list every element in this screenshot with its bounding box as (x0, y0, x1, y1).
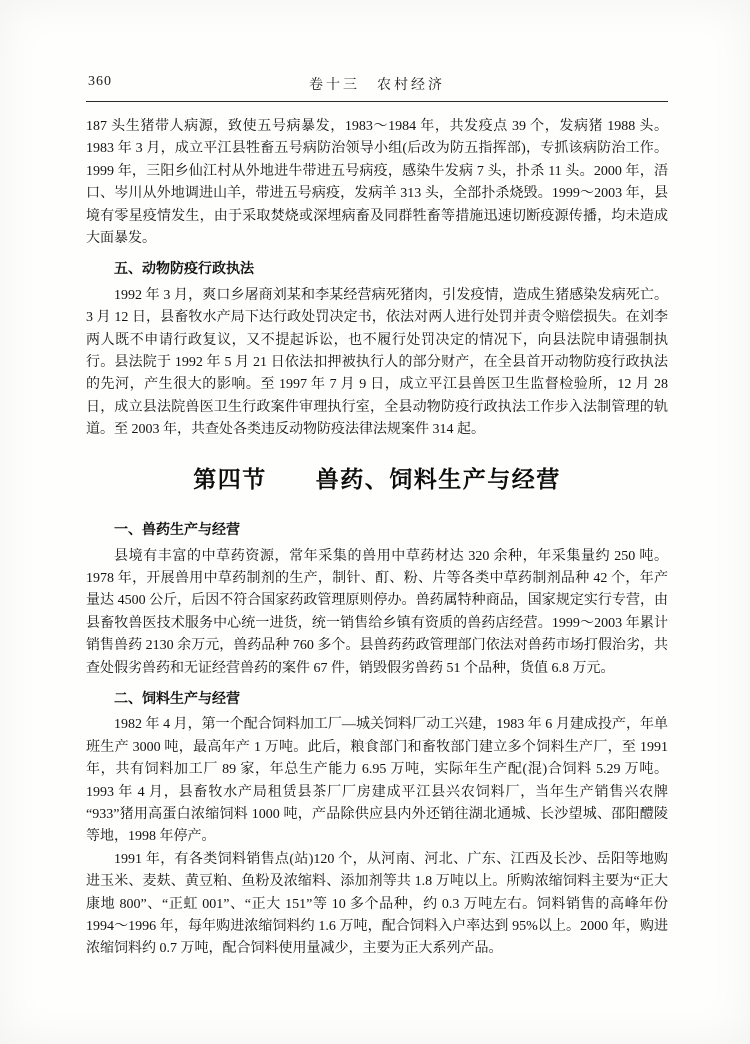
page-body (86, 116, 668, 961)
heading-veterinary-drug-business: 一、兽药生产与经营 (114, 521, 240, 538)
heading-feed-business: 二、饲料生产与经营 (114, 689, 240, 706)
section-title: 第四节 兽药、饲料生产与经营 (193, 465, 561, 492)
paragraph-veterinary-drug: 县境有丰富的中草药资源，常年采集的兽用中草药材达 320 余种，年采集量约 250 吨。1978 年，开展兽用中草药制剂的生产，制针、酊、粉、片等各类中草药制剂品种 42 个，年产量达 4500 公斤，后因不符合国家药政管理原则停办。兽药属特种商品，国家规定实行专营，由县畜牧兽医技术服务中心统一进货，统一销售给乡镇有资质的兽药店经营。1999～2003 年累计销售兽药 2130 余万元，兽药品种 760 多个。县兽药药政管理部门依法对兽药市场打假治劣，共查处假劣兽药和无证经营兽药的案件 67 件，销毁假劣兽药 51 个品种，货值 6.8 万元。 (86, 548, 668, 676)
paragraph-epidemic-continuation: 187 头生猪带人病源，致使五号病暴发，1983～1984 年，共发疫点 39 个，发病猪 1988 头。1983 年 3 月，成立平江县牲畜五号病防治领导小组(后改为防五指挥部)，专抓该病防治工作。1999 年，三阳乡仙江村从外地进牛带进五号病疫，感染牛发病 7 头，扑杀 11 头。2000 年，浯口、岑川从外地调进山羊，带进五号病疫，发病羊 313 头，全部扑杀烧毁。1999～2003 年，县境有零星疫情发生，由于采取焚烧或深埋病畜及同群牲畜等措施迅速切断疫源传播，均未造成大面暴发。 (86, 119, 668, 247)
page-number: 360 (88, 74, 112, 89)
volume-title: 卷十三 农村经济 (309, 78, 445, 93)
paragraph-enforcement: 1992 年 3 月，爽口乡屠商刘某和李某经营病死猪肉，引发疫情，造成生猪感染发病死亡。3 月 12 日，县畜牧水产局下达行政处罚决定书，依法对两人进行处罚并责令赔偿损失。在刘李两人既不申请行政复议，又不提起诉讼，也不履行处罚决定的情况下，向县法院申请强制执行。县法院于 1992 年 5 月 21 日依法扣押被执行人的部分财产，在全县首开动物防疫行政执法的先河，产生很大的影响。至 1997 年 7 月 9 日，成立平江县兽医卫生监督检验所，12 月 28 日，成立县法院兽医卫生行政案件审理执行室，全县动物防疫行政执法工作步入法制管理的轨道。至 2003 年，共查处各类违反动物防疫法律法规案件 314 起。 (86, 287, 668, 438)
header-rule (86, 101, 668, 102)
page-header (86, 74, 668, 96)
heading-animal-epidemic-enforcement: 五、动物防疫行政执法 (114, 260, 254, 277)
paragraph-feed-sales: 1991 年，有各类饲料销售点(站)120 个，从河南、河北、广东、江西及长沙、岳阳等地购进玉米、麦麸、黄豆粕、鱼粉及浓缩料、添加剂等共 1.8 万吨以上。所购浓缩饲料主要为“正大康地 800”、“正虹 001”、“正大 151”等 10 多个品种，约 0.3 万吨左右。饲料销售的高峰年份 1994～1996 年，每年购进浓缩饲料约 1.6 万吨，配合饲料入户率达到 95%以上。2000 年，购进浓缩饲料约 0.7 万吨，配合饲料使用量减少，主要为正大系列产品。 (86, 851, 668, 957)
paragraph-feed-production: 1982 年 4 月，第一个配合饲料加工厂—城关饲料厂动工兴建，1983 年 6 月建成投产，年单班生产 3000 吨，最高年产 1 万吨。此后，粮食部门和畜牧部门建立多个饲料生产厂，至 1991 年，共有饲料加工厂 89 家，年总生产能力 6.95 万吨，实际年生产配(混)合饲料 5.29 万吨。1993 年 4 月，县畜牧水产局租赁县茶厂厂房建成平江县兴农饲料厂，当年生产销售兴农牌“933”猪用高蛋白浓缩饲料 1000 吨，产品除供应县内外还销往湖北通城、长沙望城、邵阳醴陵等地，1998 年停产。 (86, 717, 668, 845)
